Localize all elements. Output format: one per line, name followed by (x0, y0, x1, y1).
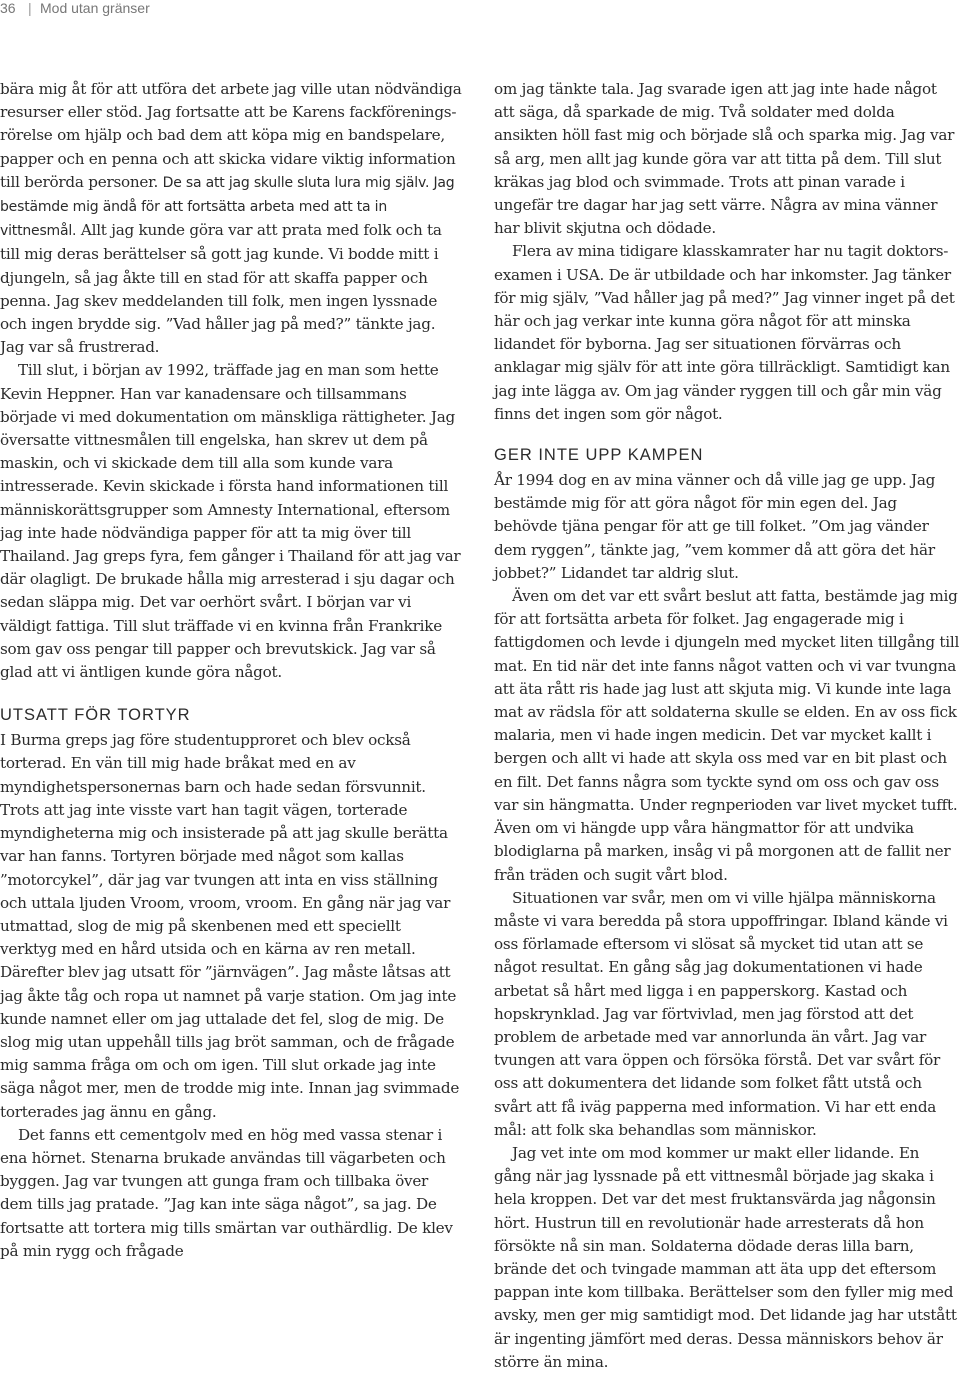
section-heading-kampen: GER INTE UPP KAMPEN (494, 446, 704, 465)
paragraph: I Burma greps jag före studentupproret och blev också torterad. En vän till mig hade bråkat med en av myndighetspersonernas barn och hade sedan försvunnit. Trots att jag inte visste vart han tagit vägen, torterade myndigheterna mig och insisterade på att jag skulle berätta var han fanns. Tortyren började med något som kallas ”motorcykel”, där jag var tvungen att inta en viss ställning och uttala ljuden Vroom, vroom, vroom. En gång när jag var utmattad, slog de mig på skenbenen med ett speciellt verktyg med en hård utsida och en kärna av ren metall. Därefter blev jag utsatt för ”järnvägen”. Jag måste låtsas att jag åkte tåg och ropa ut namnet på varje station. Om jag inte kunde namnet eller om jag uttalade det fel, slog de mig. De slog mig utan uppehåll tills jag bröt samman, och de frågade mig samma fråga om och om igen. Till slut orkade jag inte säga något mer, men de trodde mig inte. Innan jag svimmade torterades jag ännu en gång. (0, 731, 460, 1121)
page-header (0, 0, 960, 26)
paragraph: Även om det var ett svårt beslut att fatta, bestämde jag mig för att fortsätta arbeta för folket. Jag engagerade mig i fattigdomen och levde i djungeln med mycket liten tillgång till mat. En tid när det inte fanns något vatten och vi var tvungna att äta rått ris hade jag lust att skjuta mig. Vi kunde inte laga mat av rädsla för att soldaterna skulle se elden. En av oss fick malaria, men vi hade ingen medicin. Det var mycket kallt i bergen och allt vi hade att skyla oss med var en bit plast och en filt. Det fanns några som tyckte synd om oss och gav oss var sin hängmatta. Under regnperioden var livet mycket tufft. Även om vi hängde upp våra hängmattor för att undvika blodiglarna på marken, insåg vi på morgonen att de fallit ner från träden och sugit vårt blod. (494, 587, 960, 884)
paragraph-text: bära mig åt för att utföra det arbete jag ville utan nödvändiga resurser eller stöd. Jag fortsatte att be Karens fackföreningsrörelse om hjälp och bad dem att köpa mig en bandspelare, papper och en penna och att skicka vidare viktig information till berörda personer. (0, 80, 462, 191)
page-number: 36 (0, 0, 16, 16)
section-heading-tortyr: UTSATT FÖR TORTYR (0, 706, 191, 725)
left-column (0, 78, 462, 1263)
paragraph: Flera av mina tidigare klasskamrater har nu tagit doktorsexamen i USA. De är utbildade och har inkomster. Jag tänker för mig själv, ”Vad håller jag på med?” Jag vinner inget på det här och jag verkar inte kunna göra något för att minska lidandet för byborna. Jag ser situationen förvärras och anklagar mig själv för att inte göra tillräckligt. Samtidigt kan jag inte lägga av. Om jag vänder ryggen till och går min väg finns det ingen som gör något. (494, 242, 955, 423)
sans-passage: De sa att jag skulle sluta lura mig själv. Jag bestämde mig ändå för att fortsätta arbeta med att ta in vittnesmål. (0, 174, 455, 240)
paragraph: Jag vet inte om mod kommer ur makt eller lidande. En gång när jag lyssnade på ett vittnesmål började jag skaka i hela kroppen. Det var det mest fruktansvärda jag någonsin hört. Hustrun till en revolutionär hade arresterats då hon försökte nå sin man. Soldaterna dödade deras lilla barn, brände det och tvingade mamman att äta upp det eftersom pappan inte kom tillbaka. Berättelser som den fyller mig med avsky, men ger mig samtidigt mod. Det lidande jag har utstått är ingenting jämfört med deras. Dessa människors behov är större än mina. (494, 1143, 957, 1371)
header-separator: | (28, 0, 32, 16)
paragraph: om jag tänkte tala. Jag svarade igen att jag inte hade något att säga, då sparkade de mig. Två soldater med dolda ansikten höll fast mig och började slå och sparka mig. Jag var så arg, men allt jag kunde göra var att titta på dem. Till slut kräkas jag blod och svimmade. Trots att pinan varade i ungefär tre dagar har jag sett värre. Några av mina vänner har blivit skjutna och dödade. (494, 80, 955, 238)
paragraph: Till slut, i början av 1992, träffade jag en man som hette Kevin Heppner. Han var kanadensare och tillsammans började vi med dokumentation om mänskliga rättigheter. Jag översatte vittnesmålen till engelska, han skrev ut dem på maskin, och vi skickade dem till alla som kunde vara intresserade. Kevin skickade i första hand informationen till människorättsgrupper som Amnesty International, eftersom jag inte hade nödvändiga papper för att ta mig över till Thailand. Jag greps fyra, fem gånger i Thailand för att jag var där olagligt. De brukade hålla mig arresterad i sju dagar och sedan släppa mig. Det var oerhört svårt. I början var vi väldigt fattiga. Till slut träffade vi en kvinna från Frankrike som gav oss pengar till papper och brevutskick. Jag var så glad att vi äntligen kunde göra något. (0, 361, 461, 682)
paragraph: År 1994 dog en av mina vänner och då ville jag ge upp. Jag bestämde mig för att göra något för min egen del. Jag behövde tjäna pengar för att ge till folket. ”Om jag vänder dem ryggen”, tänkte jag, ”vem kommer då att göra det här jobbet?” Lidandet tar aldrig slut. (494, 471, 936, 582)
paragraph-text: Allt jag kunde göra var att prata med folk och ta till mig deras berättelser så gott jag kunde. Vi bodde mitt i djungeln, så jag åkte till en stad för att skaffa papper och penna. Jag skev meddelanden till folk, men ingen lyssnade och ingen brydde sig. ”Vad håller jag på med?” tänkte jag. Jag var så frustrerad. (0, 221, 442, 357)
paragraph: Det fanns ett cementgolv med en hög med vassa stenar i ena hörnet. Stenarna brukade användas till vägarbeten och byggen. Jag var tvungen att gunga fram och tillbaka över dem tills jag pratade. ”Jag kan inte säga något”, sa jag. De fortsatte att tortera mig tills smärtan var outhärdlig. De klev på min rygg och frågade (0, 1125, 453, 1260)
paragraph (0, 78, 462, 359)
book-title: Mod utan gränser (40, 0, 150, 16)
right-column (494, 78, 960, 1374)
paragraph: Situationen var svår, men om vi ville hjälpa människorna måste vi vara beredda på stora uppoffringar. Ibland kände vi oss förlamade eftersom vi slösat så mycket tid utan att se något resultat. En gång såg jag dokumentationen vi hade arbetat så hårt med ligga i en papperskorg. Kastad och hopskrynklad. Jag var förtvivlad, men jag förstod att det problem de arbetade med var annorlunda än vårt. Jag var tvungen att vara öppen och försöka förstå. Det var svårt för oss att dokumentera det lidande som folket fått utstå och svårt att få iväg papperna med information. Vi har ett enda mål: att folk ska behandlas som människor. (494, 888, 948, 1139)
